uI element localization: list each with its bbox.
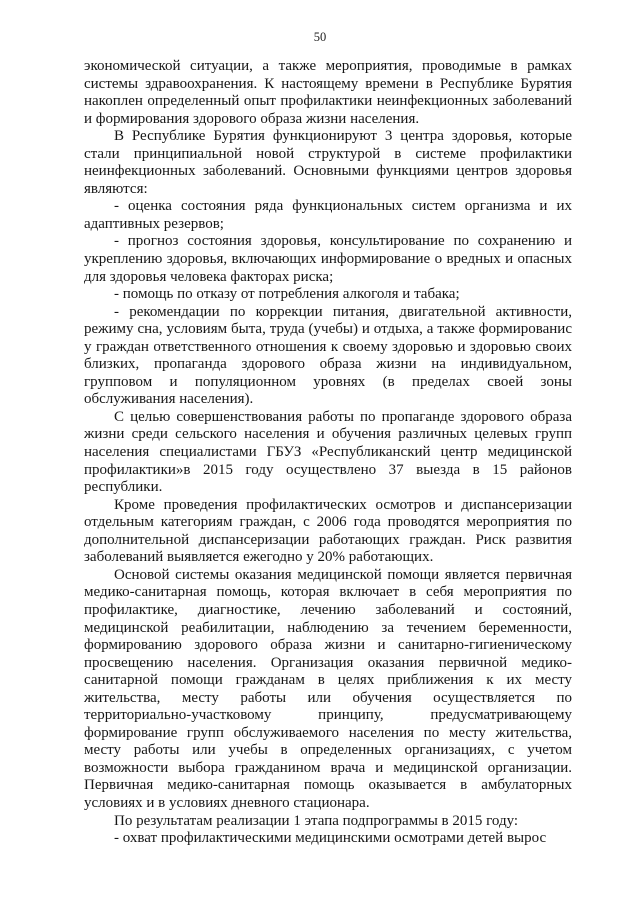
list-item-quit-help: - помощь по отказу от потребления алкоголя и табака; bbox=[114, 286, 460, 303]
page-number: 50 bbox=[313, 30, 327, 44]
paragraph-health-centers: В Республике Бурятия функционируют 3 центра здоровья, которые стали принципиальной новой структурой в системе профилактики неинфекционных заболеваний. Основными функциями центров здоровья являются: bbox=[84, 128, 572, 197]
paragraph-continuation: экономической ситуации, а также мероприятия, проводимые в рамках системы здравоохранения. К настоящему времени в Республике Бурятия накоплен определенный опыт профилактики неинфекционных заболеваний и формирования здорового образа жизни населения. bbox=[84, 58, 572, 127]
paragraph-dispensary: Кроме проведения профилактических осмотров и диспансеризации отдельным категориям граждан, с 2006 года проводятся мероприятия по дополнительной диспансеризации работающих граждан. Риск развития заболеваний выявляется ежегодно у 20% работающих. bbox=[84, 496, 572, 566]
paragraph-outreach: С целью совершенствования работы по пропаганде здорового образа жизни среди сельского населения и обучения различных целевых групп населения специалистами ГБУЗ «Республиканский центр медицинской профилактики»в 2015 году осуществлено 37 выезда в 15 районов республики. bbox=[84, 408, 572, 496]
list-item-assessment: - оценка состояния ряда функциональных систем организма и их адаптивных резервов; bbox=[84, 198, 572, 232]
list-item-forecast: - прогноз состояния здоровья, консультирование по сохранению и укреплению здоровья, включающих информирование о вредных и опасных для здоровья человека факторах риска; bbox=[84, 233, 572, 285]
paragraph-results-intro: По результатам реализации 1 этапа подпрограммы в 2015 году: bbox=[114, 812, 519, 829]
list-item-coverage: - охват профилактическими медицинскими осмотрами детей вырос bbox=[114, 830, 547, 847]
list-item-recommendations: - рекомендации по коррекции питания, двигательной активности, режиму сна, условиям быта, труда (учебы) и отдыха, а также формированис у граждан ответственного отношения к своему здоровью и здоровью своих близких, пропаганда здорового образа жизни на индивидуальном, групповом и популяционном уровнях (в пределах своей зоны обслуживания населения). bbox=[84, 303, 572, 408]
paragraph-primary-care: Основой системы оказания медицинской помощи является первичная медико-санитарная помощь, которая включает в себя мероприятия по профилактике, диагностике, лечению заболеваний и состояний, медицинской реабилитации, наблюдению за течением беременности, формированию здорового образа жизни и санитарно-гигиеническому просвещению населения. Организация оказания первичной медико-санитарной помощи гражданам в целях приближения к их месту жительства, месту работы или обучения осуществляется по территориально-участковому принципу, предусматривающему формирование групп обслуживаемого населения по месту жительства, месту работы или учебы в определенных организациях, с учетом возможности выбора гражданином врача и медицинской организации. Первичная медико-санитарная помощь оказывается в амбулаторных условиях и в условиях дневного стационара. bbox=[84, 566, 572, 811]
document-body bbox=[84, 58, 572, 848]
